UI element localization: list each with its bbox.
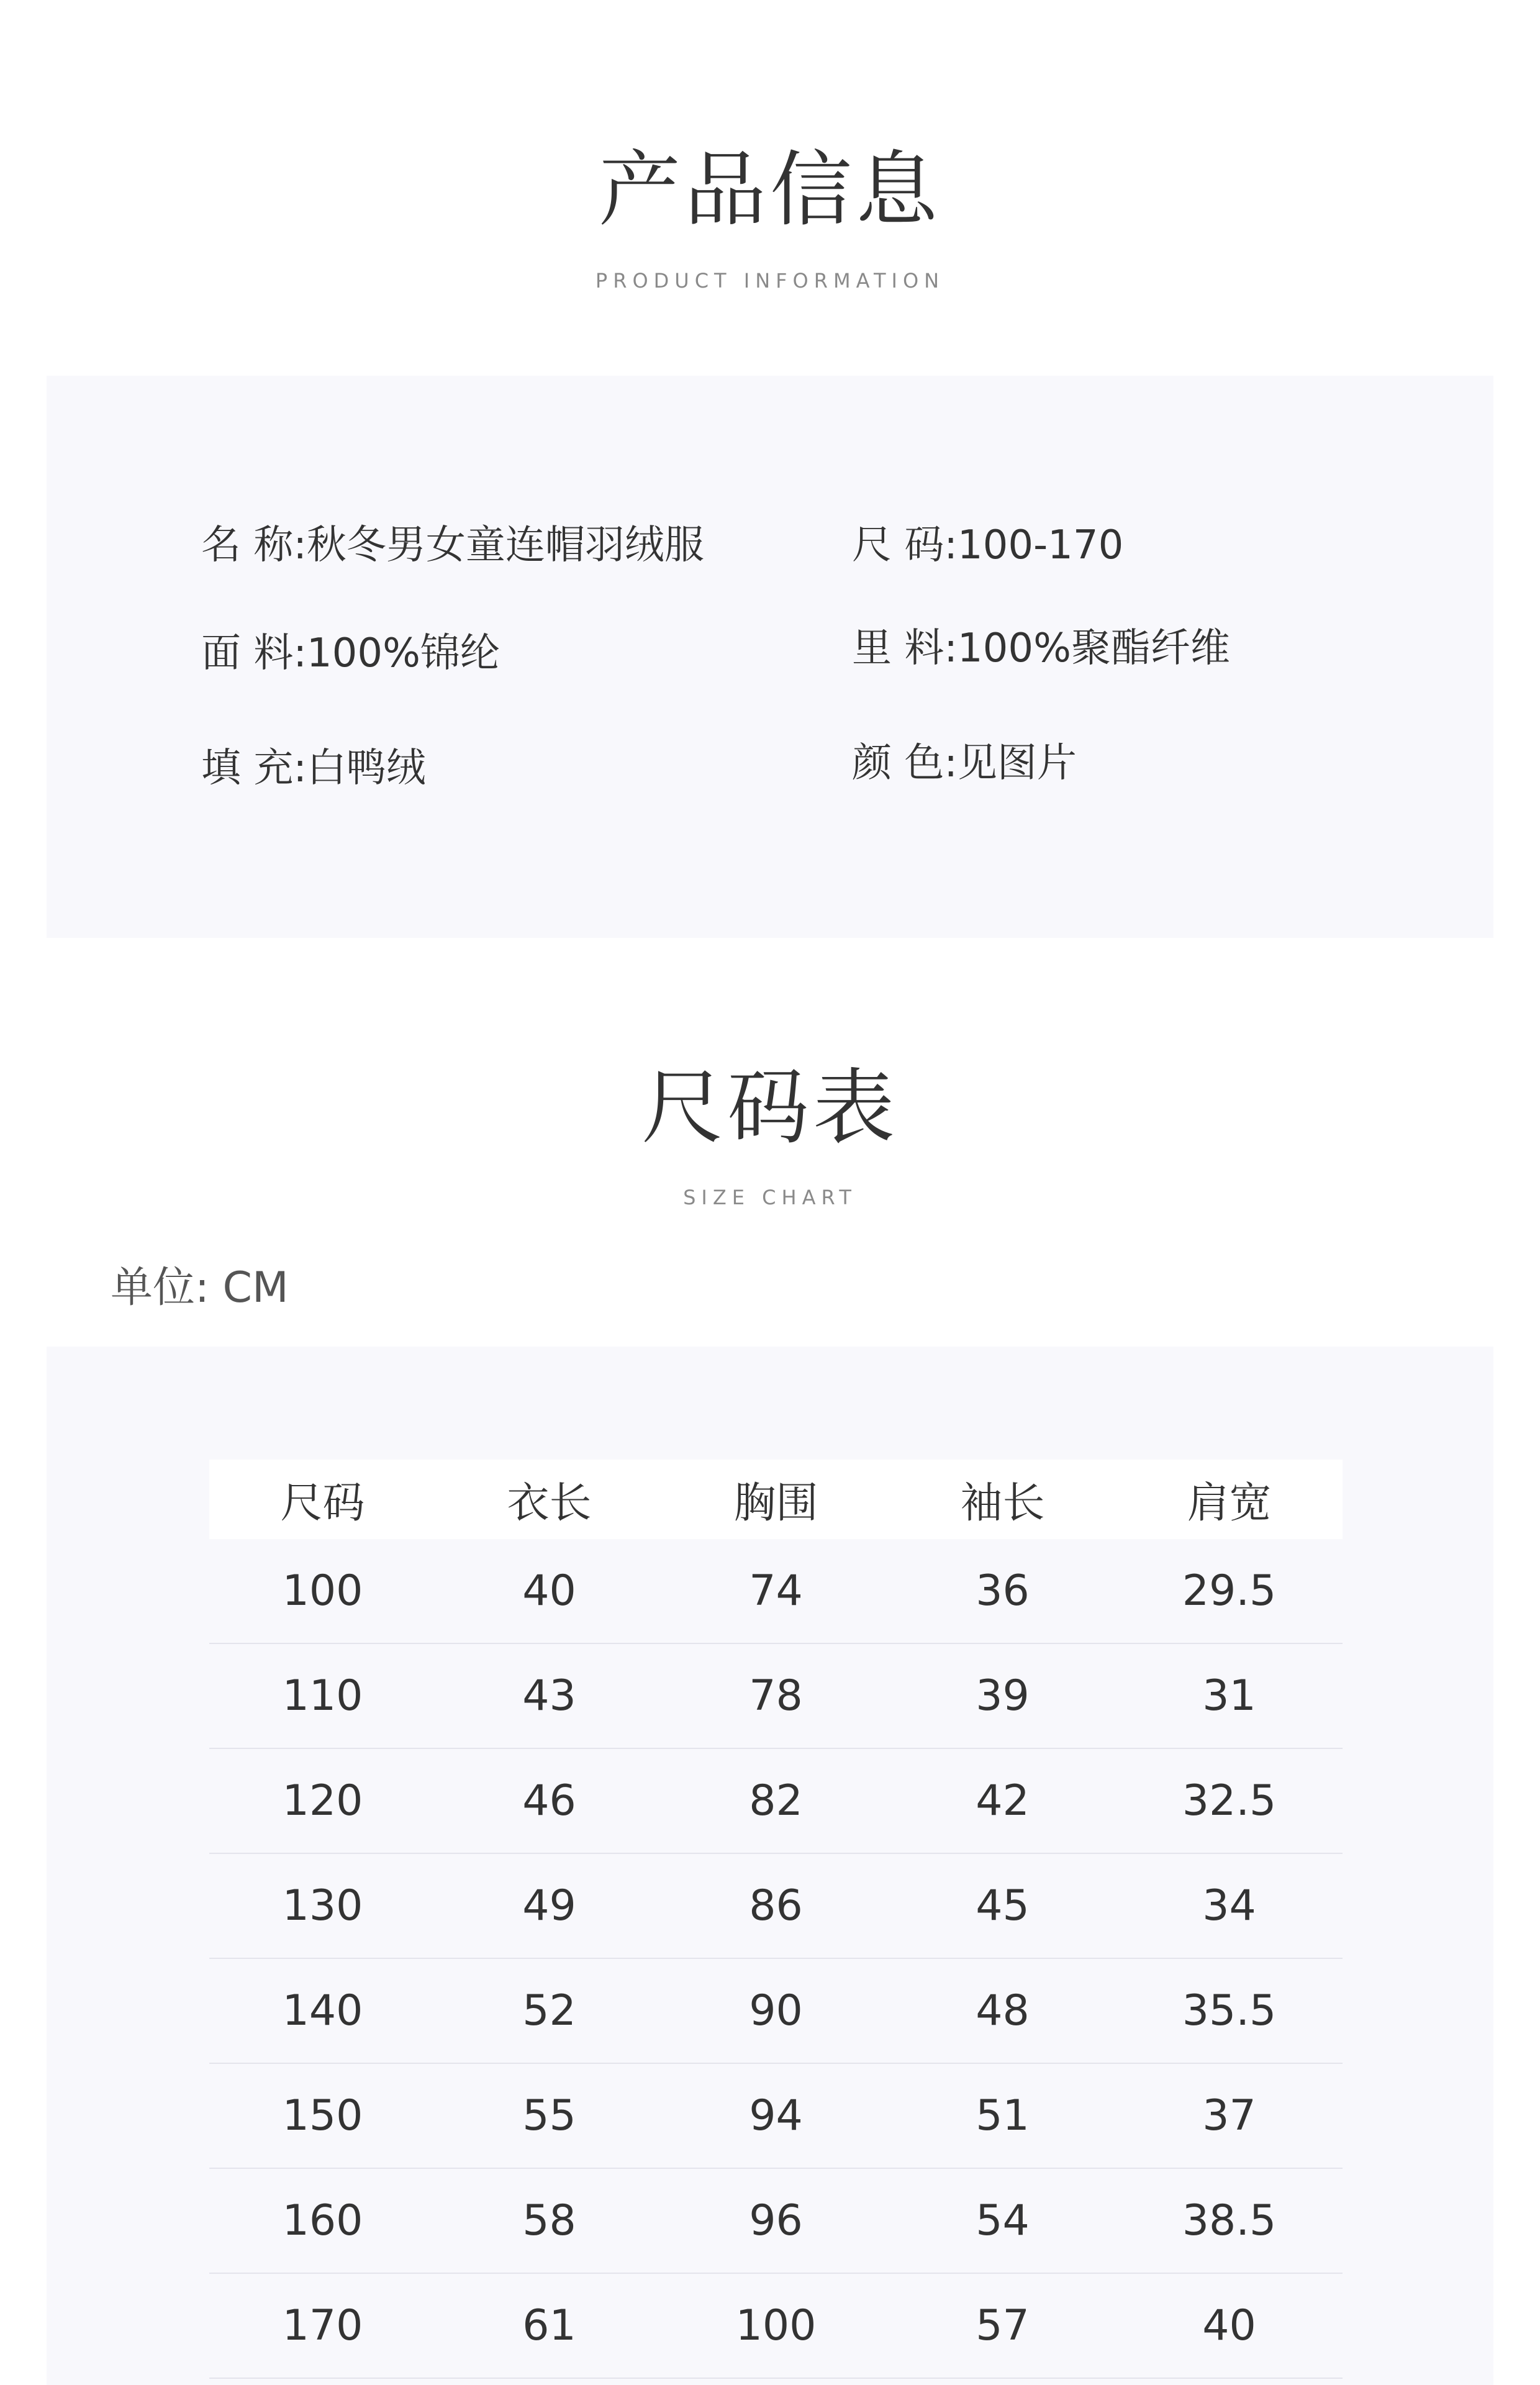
product-info-panel (47, 376, 1493, 938)
table-cell: 160 (209, 2168, 436, 2273)
info-label: 尺 码: (852, 522, 958, 568)
info-item-filling (201, 745, 426, 791)
info-label: 里 料: (852, 625, 958, 671)
table-row (209, 1748, 1343, 1853)
header-sleeve: 袖长 (889, 1460, 1116, 1539)
table-cell: 54 (889, 2168, 1116, 2273)
info-value: 白鸭绒 (306, 745, 426, 791)
header-length: 衣长 (436, 1460, 663, 1539)
header-size: 尺码 (209, 1460, 436, 1539)
info-item-name (201, 522, 704, 568)
table-row (209, 2063, 1343, 2168)
info-item-fabric (201, 630, 500, 676)
header-chest: 胸围 (663, 1460, 889, 1539)
table-cell: 96 (663, 2168, 889, 2273)
table-cell: 55 (436, 2063, 663, 2168)
table-cell: 45 (889, 1853, 1116, 1958)
unit-label: 单位: CM (111, 1263, 289, 1312)
info-value: 见图片 (957, 740, 1077, 786)
table-cell: 94 (663, 2063, 889, 2168)
size-chart-title: 尺码表 (641, 1060, 899, 1156)
info-value: 100%锦纶 (306, 630, 500, 676)
table-cell: 37 (1116, 2063, 1343, 2168)
table-cell: 29.5 (1116, 1539, 1343, 1643)
info-value: 100%聚酯纤维 (957, 625, 1230, 671)
info-item-size (852, 522, 1124, 568)
table-cell: 82 (663, 1748, 889, 1853)
table-row (209, 1539, 1343, 1643)
table-cell: 36 (889, 1539, 1116, 1643)
table-cell: 100 (663, 2273, 889, 2378)
table-cell: 39 (889, 1643, 1116, 1748)
info-label: 填 充: (201, 745, 307, 791)
table-cell: 120 (209, 1748, 436, 1853)
table-cell: 51 (889, 2063, 1116, 2168)
table-row (209, 1958, 1343, 2063)
table-cell: 42 (889, 1748, 1116, 1853)
table-cell: 61 (436, 2273, 663, 2378)
table-cell: 170 (209, 2273, 436, 2378)
table-row (209, 1853, 1343, 1958)
table-cell: 90 (663, 1958, 889, 2063)
info-label: 颜 色: (852, 740, 958, 786)
info-label: 面 料: (201, 630, 307, 676)
product-info-title: 产品信息 (599, 142, 941, 238)
info-label: 名 称: (201, 522, 307, 568)
table-cell: 130 (209, 1853, 436, 1958)
info-value: 秋冬男女童连帽羽绒服 (306, 522, 704, 568)
table-cell: 35.5 (1116, 1958, 1343, 2063)
table-cell: 110 (209, 1643, 436, 1748)
table-cell: 32.5 (1116, 1748, 1343, 1853)
product-info-subtitle: PRODUCT INFORMATION (595, 269, 945, 293)
table-cell: 48 (889, 1958, 1116, 2063)
table-cell: 58 (436, 2168, 663, 2273)
header-shoulder: 肩宽 (1116, 1460, 1343, 1539)
table-cell: 74 (663, 1539, 889, 1643)
table-cell: 86 (663, 1853, 889, 1958)
table-row (209, 2273, 1343, 2378)
table-cell: 43 (436, 1643, 663, 1748)
table-cell: 31 (1116, 1643, 1343, 1748)
table-row (209, 1643, 1343, 1748)
table-cell: 140 (209, 1958, 436, 2063)
info-item-lining (852, 625, 1230, 671)
table-row (209, 2168, 1343, 2273)
info-value: 100-170 (957, 522, 1124, 568)
table-cell: 150 (209, 2063, 436, 2168)
table-cell: 40 (436, 1539, 663, 1643)
table-cell: 40 (1116, 2273, 1343, 2378)
table-cell: 57 (889, 2273, 1116, 2378)
table-cell: 52 (436, 1958, 663, 2063)
size-chart-subtitle: SIZE CHART (683, 1186, 857, 1209)
table-header-row (209, 1460, 1343, 1539)
table-cell: 100 (209, 1539, 436, 1643)
table-cell: 49 (436, 1853, 663, 1958)
size-table (209, 1460, 1343, 2379)
table-cell: 38.5 (1116, 2168, 1343, 2273)
table-cell: 34 (1116, 1853, 1343, 1958)
table-cell: 78 (663, 1643, 889, 1748)
info-item-color (852, 740, 1077, 786)
table-cell: 46 (436, 1748, 663, 1853)
